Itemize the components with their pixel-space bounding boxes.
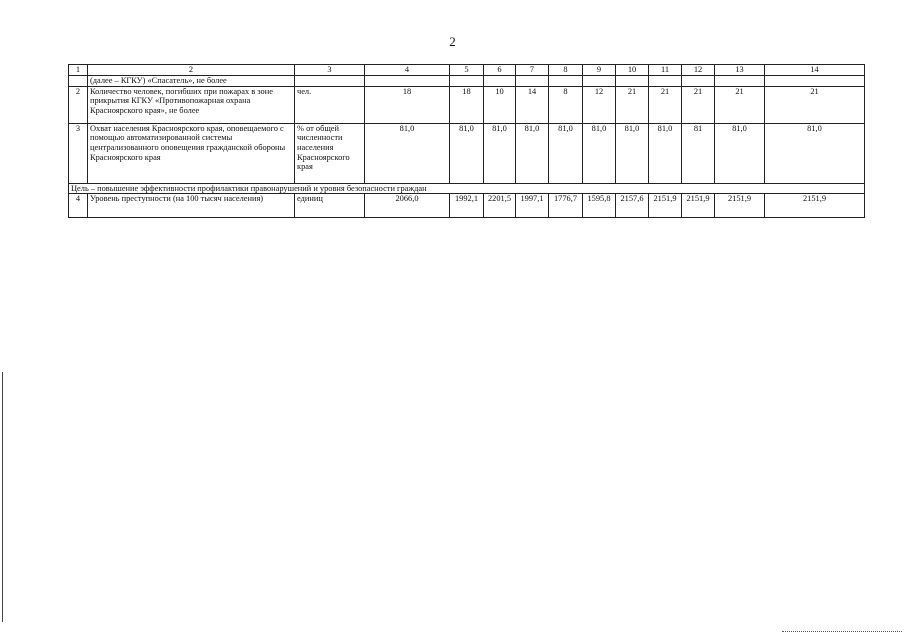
- goal-row: [69, 183, 865, 194]
- value-cell: 1997,1: [516, 194, 549, 218]
- value-cell: 81,0: [484, 123, 516, 183]
- scan-bottom-mark: [782, 631, 902, 632]
- value-cell: 2157,6: [616, 194, 649, 218]
- row-number: 3: [69, 123, 88, 183]
- header-cell: 14: [765, 65, 865, 76]
- indicators-table: [68, 64, 865, 218]
- continuation-text: (далее – КГКУ) «Спасатель», не более: [88, 76, 295, 87]
- indicator-name: Количество человек, погибших при пожарах в зоне прикрытия КГКУ «Противопожарная охрана Красноярского края», не более: [88, 86, 295, 123]
- header-cell: 10: [616, 65, 649, 76]
- header-cell: 12: [682, 65, 715, 76]
- value-cell: 18: [450, 86, 484, 123]
- value-cell: 21: [715, 86, 765, 123]
- value-cell: 21: [616, 86, 649, 123]
- value-cell: 81,0: [549, 123, 583, 183]
- header-cell: 5: [450, 65, 484, 76]
- value-cell: 81,0: [715, 123, 765, 183]
- header-row: [69, 65, 865, 76]
- unit: % от общей численности населения Красноярского края: [295, 123, 365, 183]
- value-cell: 81,0: [765, 123, 865, 183]
- value-cell: 21: [682, 86, 715, 123]
- header-cell: 9: [583, 65, 616, 76]
- header-cell: 11: [649, 65, 682, 76]
- row-number: 4: [69, 194, 88, 218]
- value-cell: 2201,5: [484, 194, 516, 218]
- value-cell: 14: [516, 86, 549, 123]
- indicator-name: Уровень преступности (на 100 тысяч населения): [88, 194, 295, 218]
- goal-text: Цель – повышение эффективности профилактики правонарушений и уровня безопасности граждан: [69, 183, 865, 194]
- value-cell: 12: [583, 86, 616, 123]
- value-cell: 81,0: [649, 123, 682, 183]
- row-number: 2: [69, 86, 88, 123]
- header-cell: 3: [295, 65, 365, 76]
- page-number: 2: [449, 34, 456, 49]
- value-cell: 8: [549, 86, 583, 123]
- scan-edge-line: [2, 372, 3, 622]
- value-cell: 81,0: [516, 123, 549, 183]
- value-cell: 1595,8: [583, 194, 616, 218]
- table-row: [69, 194, 865, 218]
- value-cell: 1776,7: [549, 194, 583, 218]
- table-row: [69, 86, 865, 123]
- value-cell: 2151,9: [715, 194, 765, 218]
- value-cell: 2151,9: [649, 194, 682, 218]
- header-cell: 6: [484, 65, 516, 76]
- header-cell: 7: [516, 65, 549, 76]
- value-cell: 81,0: [583, 123, 616, 183]
- header-cell: 4: [365, 65, 450, 76]
- header-cell: 1: [69, 65, 88, 76]
- value-cell: 2066,0: [365, 194, 450, 218]
- value-cell: 2151,9: [765, 194, 865, 218]
- indicator-name: Охват населения Красноярского края, оповещаемого с помощью автоматизированной системы централизованного оповещения гражданской обороны Красноярского края: [88, 123, 295, 183]
- header-cell: 13: [715, 65, 765, 76]
- value-cell: 18: [365, 86, 450, 123]
- value-cell: 81,0: [616, 123, 649, 183]
- value-cell: 21: [649, 86, 682, 123]
- value-cell: 1992,1: [450, 194, 484, 218]
- continuation-row: [69, 76, 865, 87]
- value-cell: 2151,9: [682, 194, 715, 218]
- unit: чел.: [295, 86, 365, 123]
- value-cell: 81,0: [450, 123, 484, 183]
- value-cell: 21: [765, 86, 865, 123]
- header-cell: 8: [549, 65, 583, 76]
- value-cell: 81: [682, 123, 715, 183]
- table-row: [69, 123, 865, 183]
- value-cell: 81,0: [365, 123, 450, 183]
- value-cell: 10: [484, 86, 516, 123]
- header-cell: 2: [88, 65, 295, 76]
- unit: единиц: [295, 194, 365, 218]
